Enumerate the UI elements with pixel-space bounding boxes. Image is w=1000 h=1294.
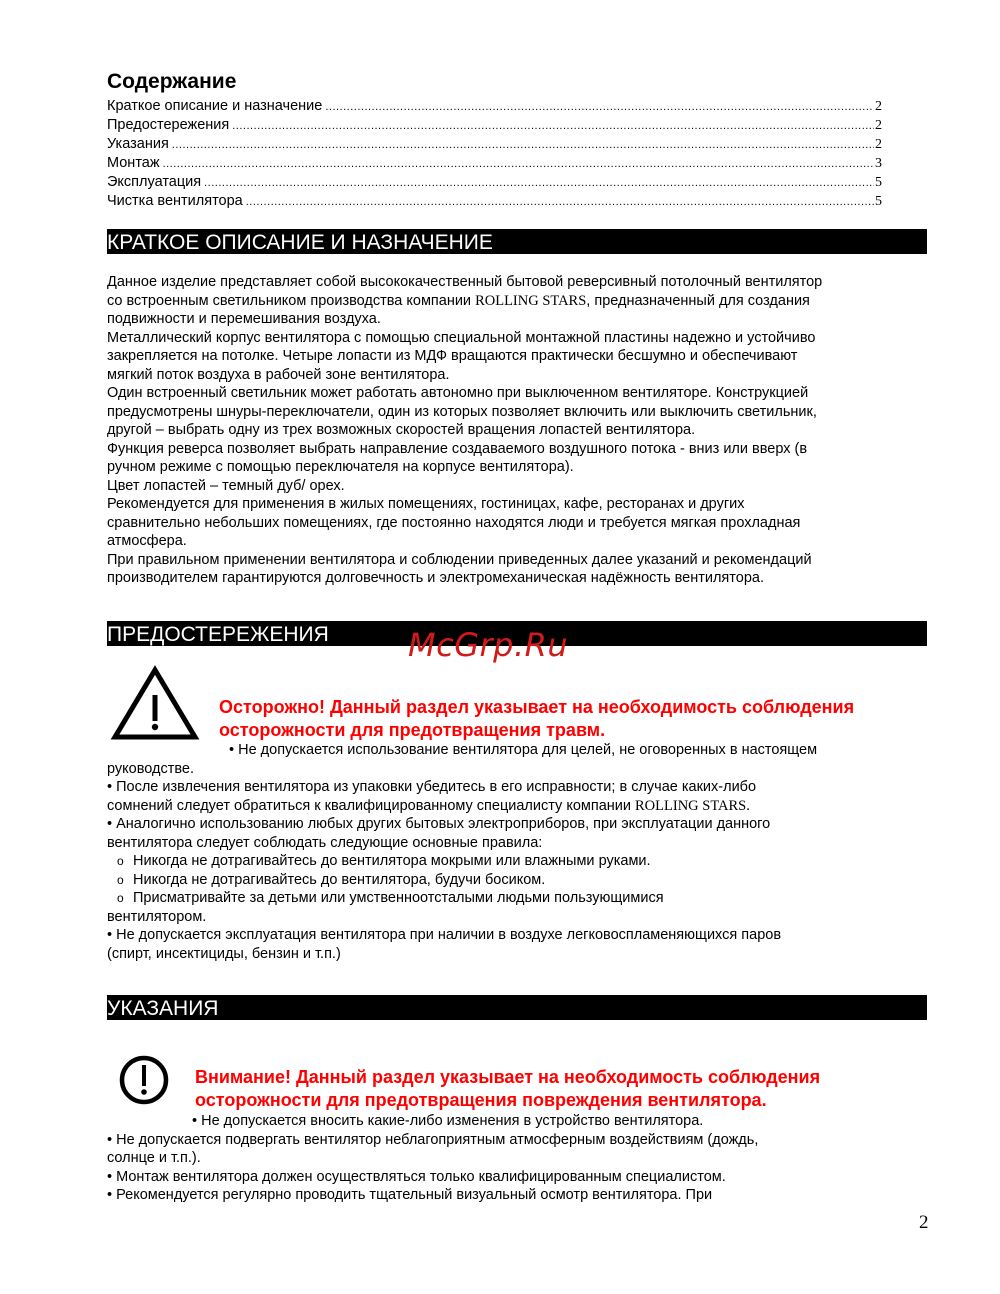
section-heading-description	[107, 229, 927, 254]
body-text: Присматривайте за детьми или умственноотсталыми людьми пользующимися	[133, 890, 664, 906]
brand-name: ROLLING STARS	[475, 292, 587, 309]
body-text: Никогда не дотрагивайтесь до вентилятора, будучи босиком.	[133, 871, 546, 888]
warning-triangle-icon	[108, 662, 203, 744]
exclamation-circle-icon	[108, 1047, 188, 1117]
body-line	[107, 797, 932, 816]
body-text: Никогда не дотрагивайтесь до вентилятора мокрыми или влажными руками.	[133, 853, 651, 869]
toc-entry-label: Эксплуатация	[107, 174, 202, 190]
toc-leader-dots	[204, 174, 874, 193]
body-line: производителем гарантируются долговечность и электромеханическая надёжность вентилятора.	[107, 570, 764, 586]
toc-leader-dots	[246, 193, 874, 212]
section-heading-instructions	[107, 995, 927, 1020]
circle-bullet-icon: o	[117, 854, 124, 868]
brand-name: ROLLING STARS.	[635, 797, 750, 814]
body-line: Функция реверса позволяет выбрать направление создаваемого воздушного потока - вниз или вверх (в	[107, 440, 808, 457]
bullet-item: • Рекомендуется регулярно проводить тщательный визуальный осмотр вентилятора. При	[107, 1187, 713, 1203]
body-line: Данное изделие представляет собой высококачественный бытовой реверсивный потолочный вентилятор	[107, 274, 823, 290]
caution-line: Осторожно! Данный раздел указывает на необходимость соблюдения	[219, 697, 855, 717]
body-line: сравнительно небольших помещениях, где постоянно находятся люди и требуется мягкая прохладная	[107, 514, 801, 531]
section-heading-text: КРАТКОЕ ОПИСАНИЕ И НАЗНАЧЕНИЕ	[107, 231, 493, 254]
bullet-item: • Не допускается вносить какие-либо изменения в устройство вентилятора.	[192, 1113, 704, 1129]
instructions-body	[107, 1112, 932, 1205]
body-line: закрепляется на потолке. Четыре лопасти из МДФ вращаются практически бесшумно и обеспечивают	[107, 348, 798, 364]
body-line	[107, 292, 932, 311]
attention-line: осторожности для предотвращения повреждения вентилятора.	[195, 1090, 767, 1110]
bullet-item: • Аналогично использованию любых других бытовых электроприборов, при эксплуатации данного	[107, 816, 771, 832]
body-line: подвижности и перемешивания воздуха.	[107, 311, 381, 327]
watermark: McGrp.Ru	[408, 626, 569, 664]
toc-entry-page: 5	[875, 194, 882, 209]
toc-entry-page: 2	[875, 137, 882, 152]
bullet-item: • Не допускается эксплуатация вентилятора при наличии в воздухе легковоспламеняющихся паров	[107, 927, 782, 943]
toc-leader-dots	[172, 136, 874, 155]
body-text: со встроенным светильником производства компании	[107, 292, 476, 309]
table-of-contents	[107, 97, 882, 211]
page-number: 2	[919, 1212, 929, 1233]
body-line: Металлический корпус вентилятора с помощью специальной монтажной пластины надежно и устойчиво	[107, 329, 816, 346]
body-line: вентилятора следует соблюдать следующие основные правила:	[107, 834, 543, 851]
attention-line: Внимание! Данный раздел указывает на необходимость соблюдения	[195, 1067, 821, 1087]
body-line: Один встроенный светильник может работать автономно при выключенном вентиляторе. Конструкцией	[107, 385, 809, 401]
toc-entry[interactable]	[107, 192, 882, 211]
toc-entry[interactable]	[107, 173, 882, 192]
toc-entry[interactable]	[107, 135, 882, 154]
body-line: предусмотрены шнуры-переключатели, один из которых позволяет включить или выключить светильник,	[107, 403, 817, 420]
body-line: Цвет лопастей – темный дуб/ орех.	[107, 477, 345, 494]
body-line: При правильном применении вентилятора и соблюдении приведенных далее указаний и рекомендаций	[107, 551, 812, 568]
toc-entry-label: Чистка вентилятора	[107, 193, 243, 209]
toc-entry-label: Монтаж	[107, 155, 160, 171]
toc-leader-dots	[163, 155, 874, 174]
body-text: , предназначенный для создания	[586, 292, 810, 309]
caution-notice	[219, 696, 854, 742]
toc-entry-label: Краткое описание и назначение	[107, 98, 323, 114]
toc-entry-page: 3	[875, 156, 882, 171]
toc-entry-page: 2	[875, 99, 882, 114]
section-heading-text: УКАЗАНИЯ	[107, 997, 219, 1020]
bullet-item: • Монтаж вентилятора должен осуществляться только квалифицированным специалистом.	[107, 1168, 726, 1185]
body-text: сомнений следует обратиться к квалифицированному специалисту компании	[107, 797, 636, 814]
sub-bullet-item	[107, 852, 932, 871]
sub-bullet-item	[107, 889, 932, 908]
toc-title: Содержание	[107, 70, 237, 93]
toc-entry[interactable]	[107, 154, 882, 173]
body-line: вентилятором.	[107, 908, 207, 925]
section-heading-text: ПРЕДОСТЕРЕЖЕНИЯ	[107, 623, 329, 646]
toc-entry-label: Указания	[107, 136, 169, 152]
circle-bullet-icon: o	[117, 891, 124, 905]
body-line: ручном режиме с помощью переключателя на корпусе вентилятора).	[107, 459, 574, 475]
bullet-item: • Не допускается использование вентилятора для целей, не оговоренных в настоящем	[229, 742, 818, 758]
bullet-item: • Не допускается подвергать вентилятор неблагоприятным атмосферным воздействиям (дождь,	[107, 1131, 759, 1148]
body-line: атмосфера.	[107, 533, 187, 549]
toc-leader-dots	[325, 98, 874, 117]
body-line: мягкий поток воздуха в рабочей зоне вентилятора.	[107, 366, 450, 383]
toc-entry-page: 5	[875, 175, 882, 190]
description-body	[107, 273, 932, 588]
body-line: (спирт, инсектициды, бензин и т.п.)	[107, 945, 341, 962]
sub-bullet-item	[107, 871, 932, 890]
body-line: руководстве.	[107, 760, 194, 777]
bullet-item: • После извлечения вентилятора из упаковки убедитесь в его исправности; в случае каких-либо	[107, 779, 757, 795]
caution-line: осторожности для предотвращения травм.	[219, 720, 606, 740]
toc-entry[interactable]	[107, 97, 882, 116]
toc-leader-dots	[232, 117, 874, 136]
circle-bullet-icon: o	[117, 872, 124, 887]
toc-entry-label: Предостережения	[107, 117, 230, 133]
toc-entry-page: 2	[875, 118, 882, 133]
body-line: Рекомендуется для применения в жилых помещениях, гостиницах, кафе, ресторанах и других	[107, 496, 745, 512]
body-line: другой – выбрать одну из трех возможных скоростей вращения лопастей вентилятора.	[107, 422, 696, 438]
attention-notice	[195, 1066, 820, 1112]
toc-entry[interactable]	[107, 116, 882, 135]
precautions-body	[107, 741, 932, 963]
body-line: солнце и т.п.).	[107, 1150, 201, 1166]
